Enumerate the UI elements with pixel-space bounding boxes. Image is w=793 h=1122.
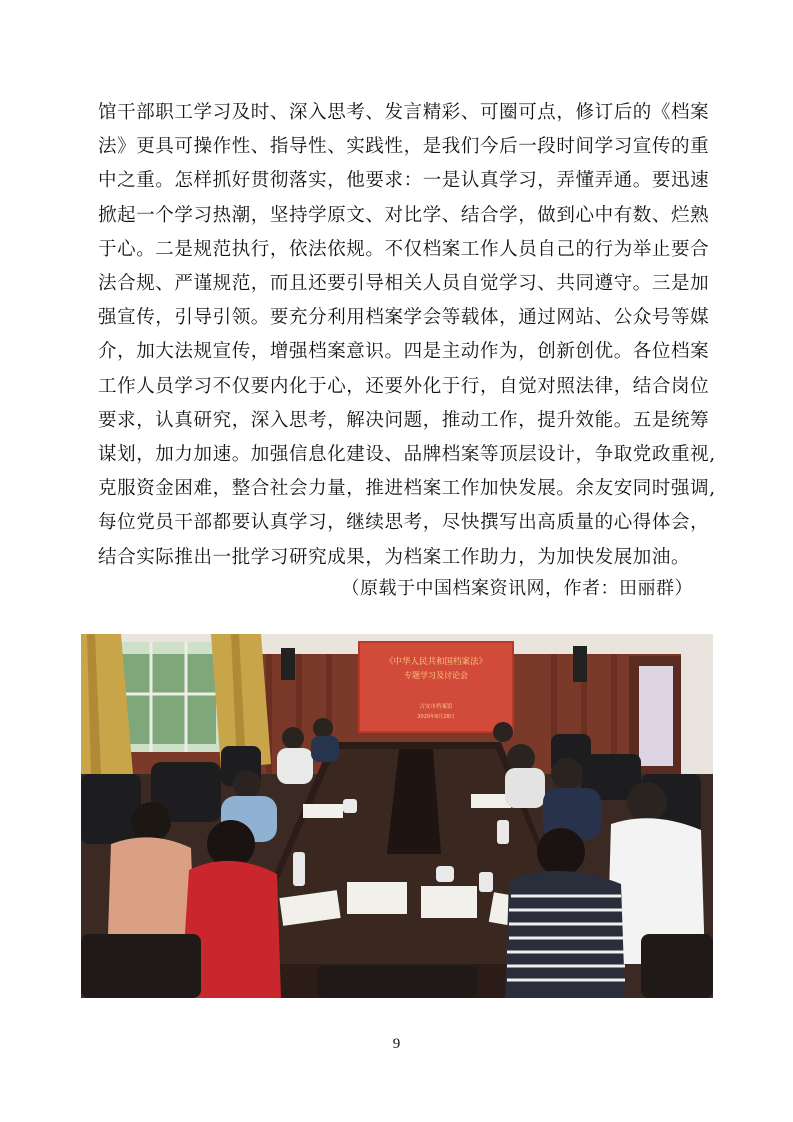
article-body [98, 96, 716, 575]
article-line: 法》更具可操作性、指导性、实践性，是我们今后一段时间学习宣传的重 [98, 136, 710, 158]
screen-org: 吉安市档案馆 [419, 704, 453, 710]
article-line: 要求，认真研究，深入思考，解决问题，推动工作，提升效能。五是统筹 [98, 409, 710, 431]
page-number: 9 [392, 1036, 401, 1052]
article-line: 克服资金困难，整合社会力量，推进档案工作加快发展。余友安同时强调, [98, 478, 716, 500]
screen-date: 2020年6月28日 [417, 714, 455, 720]
screen-title-line1: 《中华人民共和国档案法》 [384, 657, 488, 667]
article-line: 中之重。怎样抓好贯彻落实，他要求：一是认真学习，弄懂弄通。要迅速 [98, 170, 710, 192]
article-line: 馆干部职工学习及时、深入思考、发言精彩、可圈可点，修订后的《档案 [98, 102, 710, 123]
meeting-photo [81, 634, 713, 998]
article-line: 介，加大法规宣传，增强档案意识。四是主动作为，创新创优。各位档案 [98, 341, 710, 363]
article-line: 强宣传，引导引领。要充分利用档案学会等载体，通过网站、公众号等媒 [98, 307, 710, 329]
article-line: 每位党员干部都要认真学习，继续思考，尽快撰写出高质量的心得体会， [98, 512, 710, 534]
article-line: 掀起一个学习热潮，坚持学原文、对比学、结合学，做到心中有数、烂熟 [98, 204, 710, 226]
article-line: 于心。二是规范执行，依法依规。不仅档案工作人员自己的行为举止要合 [98, 238, 710, 260]
article-line: 工作人员学习不仅要内化于心，还要外化于行，自觉对照法律，结合岗位 [98, 375, 710, 397]
article-line: 结合实际推出一批学习研究成果，为档案工作助力，为加快发展加油。 [98, 546, 691, 568]
screen-title-line2: 专题学习及讨论会 [404, 671, 468, 680]
article-line: 谋划，加力加速。加强信息化建设、品牌档案等顶层设计，争取党政重视, [98, 444, 716, 466]
article-source: （原载于中国档案资讯网，作者：田丽群） [341, 578, 693, 599]
article-line: 法合规、严谨规范，而且还要引导相关人员自觉学习、共同遵守。三是加 [98, 273, 710, 295]
